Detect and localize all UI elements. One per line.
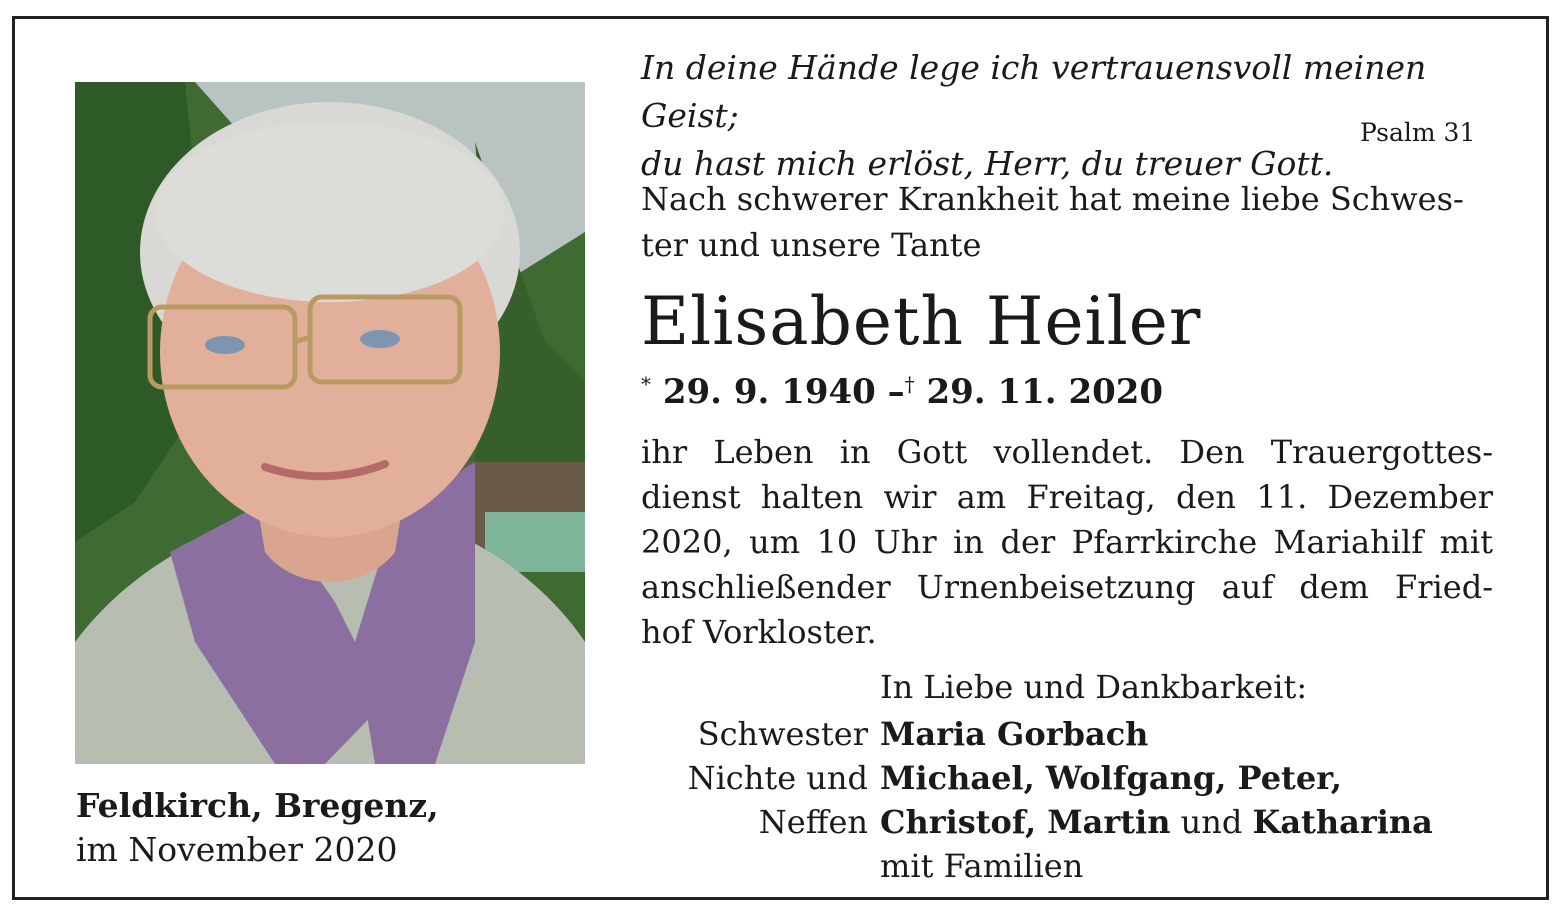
place-date: im November 2020 xyxy=(76,830,398,869)
nieces-nephews-line-2 xyxy=(880,800,1433,844)
announcement-line: hof Vorkloster. xyxy=(641,613,877,651)
announcement-line: 2020, um 10 Uhr in der Pfarrkirche Mariahilf mit xyxy=(641,523,1493,561)
sister-name: Maria Gorbach xyxy=(880,715,1149,753)
place-cities: Feldkirch, Bregenz, xyxy=(76,786,439,825)
families-line: mit Familien xyxy=(880,847,1084,885)
announcement-text xyxy=(641,430,1493,655)
death-date: 29. 11. 2020 xyxy=(926,372,1164,412)
announcement-line: anschließender Urnenbeisetzung auf dem Fried- xyxy=(641,568,1493,606)
deceased-name: Elisabeth Heiler xyxy=(641,283,1202,360)
intro-line-2: ter und unsere Tante xyxy=(641,226,982,264)
relation-label: Nichte und xyxy=(687,759,868,797)
announcement-line: ihr Leben in Gott vollendet. Den Trauergottes- xyxy=(641,433,1493,471)
relation-label: Neffen xyxy=(758,803,868,841)
quote-line-2: du hast mich erlöst, Herr, du treuer Gott. xyxy=(641,144,1334,183)
birth-date: 29. 9. 1940 xyxy=(662,372,876,412)
relation-label: Schwester xyxy=(697,715,868,753)
psalm-quote xyxy=(641,44,1501,188)
date-separator: – xyxy=(887,372,905,412)
death-symbol: † xyxy=(904,372,915,396)
and-word: und xyxy=(1180,803,1243,841)
birth-symbol: * xyxy=(641,372,651,396)
names-part-b: Katharina xyxy=(1252,803,1433,841)
announcement-line: dienst halten wir am Freitag, den 11. Dezember xyxy=(641,478,1493,516)
nieces-nephews-line-1: Michael, Wolfgang, Peter, xyxy=(880,759,1342,797)
place-and-date xyxy=(76,784,439,872)
portrait-photo xyxy=(75,82,585,764)
mourners-heading: In Liebe und Dankbarkeit: xyxy=(880,668,1308,706)
quote-source: Psalm 31 xyxy=(1360,118,1476,147)
life-dates xyxy=(641,362,1163,414)
mourner-names xyxy=(880,712,1433,888)
quote-line-1: In deine Hände lege ich vertrauensvoll meinen Geist; xyxy=(641,48,1427,135)
intro-line-1: Nach schwerer Krankheit hat meine liebe Schwes- xyxy=(641,180,1464,218)
mourner-relations xyxy=(640,712,868,844)
intro-text xyxy=(641,176,1501,268)
names-part-a: Christof, Martin xyxy=(880,803,1171,841)
